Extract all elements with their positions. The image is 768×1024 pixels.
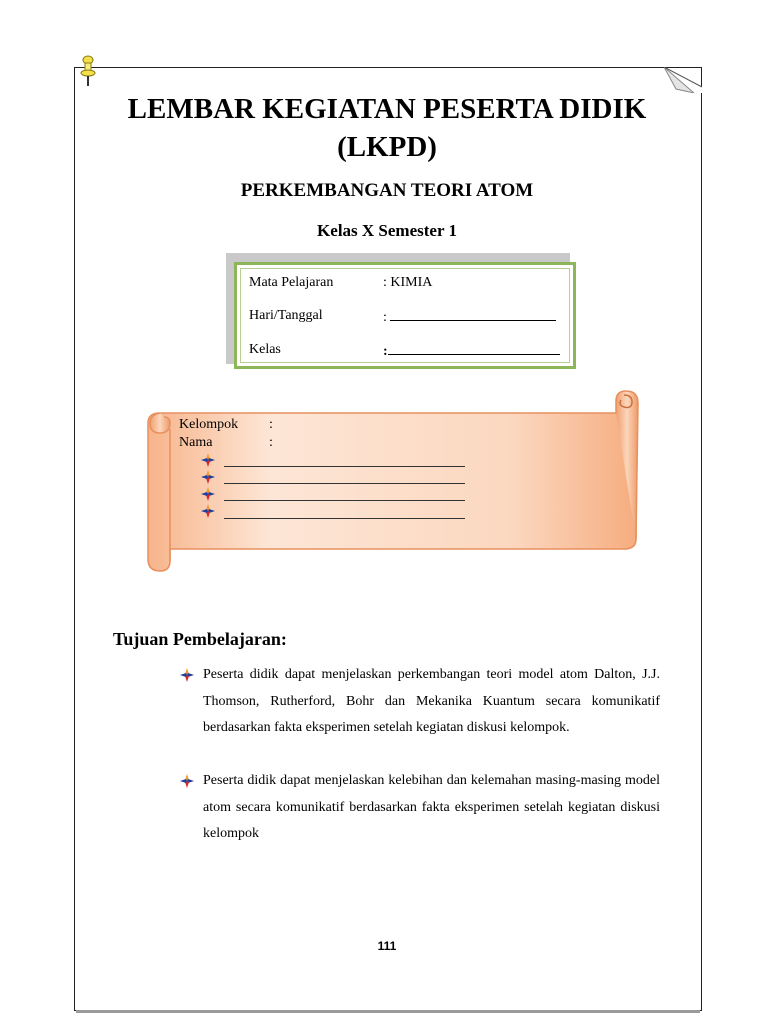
class-blank-line[interactable] (388, 342, 560, 355)
info-box (234, 262, 576, 369)
quad-arrow-bullet-icon (201, 487, 215, 501)
objectives-heading: Tujuan Pembelajaran: (113, 629, 287, 649)
info-value-prefix: : (383, 310, 391, 325)
group-label-colon: : (269, 417, 273, 432)
quad-arrow-bullet-icon (201, 453, 215, 467)
group-label: Kelompok (179, 417, 239, 432)
quad-arrow-bullet-icon (180, 774, 194, 788)
objective-item: Peserta didik dapat menjelaskan perkembangan teori model atom Dalton, J.J. Thomson, Rutherford, Bohr dan Mekanika Kuantum secara komunikatif berdasarkan fakta eksperimen setelah kegiatan diskusi kelompok. (203, 667, 660, 735)
document-title-abbreviation: (LKPD) (337, 131, 437, 163)
name-blank-line[interactable] (224, 466, 465, 467)
name-label: Nama (179, 435, 213, 450)
quad-arrow-bullet-icon (180, 668, 194, 682)
info-value-date[interactable] (383, 308, 556, 326)
date-blank-line[interactable] (390, 308, 556, 321)
info-value-class[interactable] (383, 342, 560, 360)
page-number: 111 (377, 939, 397, 953)
info-label: Mata Pelajaran (249, 275, 334, 290)
info-label: Kelas (249, 342, 281, 357)
class-semester-label: Kelas X Semester 1 (317, 221, 457, 240)
document-title: LEMBAR KEGIATAN PESERTA DIDIK (127, 93, 647, 125)
info-value-prefix: : (383, 344, 388, 359)
info-value-subject: : KIMIA (383, 275, 433, 290)
name-blank-line[interactable] (224, 483, 465, 484)
quad-arrow-bullet-icon (201, 504, 215, 518)
document-subtitle: PERKEMBANGAN TEORI ATOM (240, 180, 534, 201)
quad-arrow-bullet-icon (201, 470, 215, 484)
objective-item: Peserta didik dapat menjelaskan kelebihan dan kelemahan masing-masing model atom secara komunikatif berdasarkan fakta eksperimen setelah kegiatan diskusi kelompok (203, 773, 660, 841)
name-blank-line[interactable] (224, 518, 465, 519)
info-label: Hari/Tanggal (249, 308, 323, 323)
pushpin-icon (79, 54, 97, 88)
name-label-colon: : (269, 435, 273, 450)
page-curl-icon (664, 67, 702, 93)
page-shadow (76, 1010, 700, 1013)
name-blank-line[interactable] (224, 500, 465, 501)
